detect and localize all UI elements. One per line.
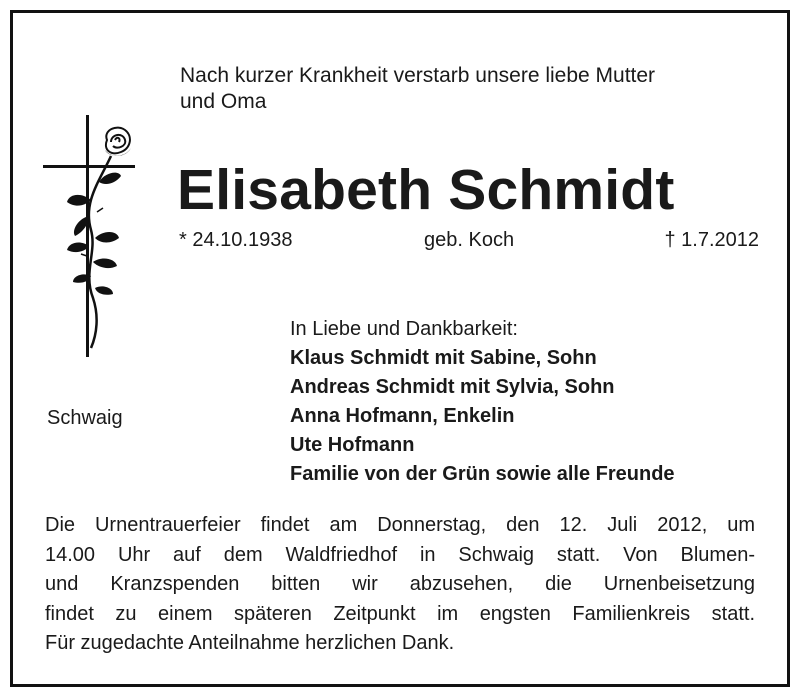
notice-line: findet zu einem späteren Zeitpunkt im engsten Familienkreis statt. (45, 602, 755, 625)
intro-text (180, 63, 760, 115)
mourners-list (290, 315, 675, 489)
notice-line: Die Urnentrauerfeier findet am Donnerstag, den 12. Juli 2012, um (45, 514, 755, 536)
mourner-name: Familie von der Grün sowie alle Freunde (290, 463, 675, 485)
intro-line: und Oma (180, 90, 267, 113)
funeral-notice (45, 511, 755, 659)
obituary-notice (10, 10, 790, 687)
mourner-name: Andreas Schmidt mit Sylvia, Sohn (290, 376, 615, 398)
intro-line: Nach kurzer Krankheit verstarb unsere liebe Mutter (180, 64, 656, 87)
mourner-name: Ute Hofmann (290, 434, 415, 456)
notice-line: und Kranzspenden bitten wir abzusehen, die Urnenbeisetzung (45, 573, 755, 595)
cross-with-rose-icon (39, 112, 151, 379)
mourners-lead: In Liebe und Dankbarkeit: (290, 318, 518, 340)
death-date: † 1.7.2012 (664, 229, 759, 251)
notice-line: Für zugedachte Anteilnahme herzlichen Dank. (45, 632, 455, 654)
maiden-name: geb. Koch (424, 229, 515, 251)
place-name: Schwaig (47, 407, 123, 429)
deceased-name: Elisabeth Schmidt (177, 158, 675, 222)
notice-line: 14.00 Uhr auf dem Waldfriedhof in Schwaig statt. Von Blumen- (45, 543, 755, 566)
birth-date: * 24.10.1938 (179, 229, 293, 251)
mourner-name: Klaus Schmidt mit Sabine, Sohn (290, 347, 597, 369)
mourner-name: Anna Hofmann, Enkelin (290, 405, 515, 427)
